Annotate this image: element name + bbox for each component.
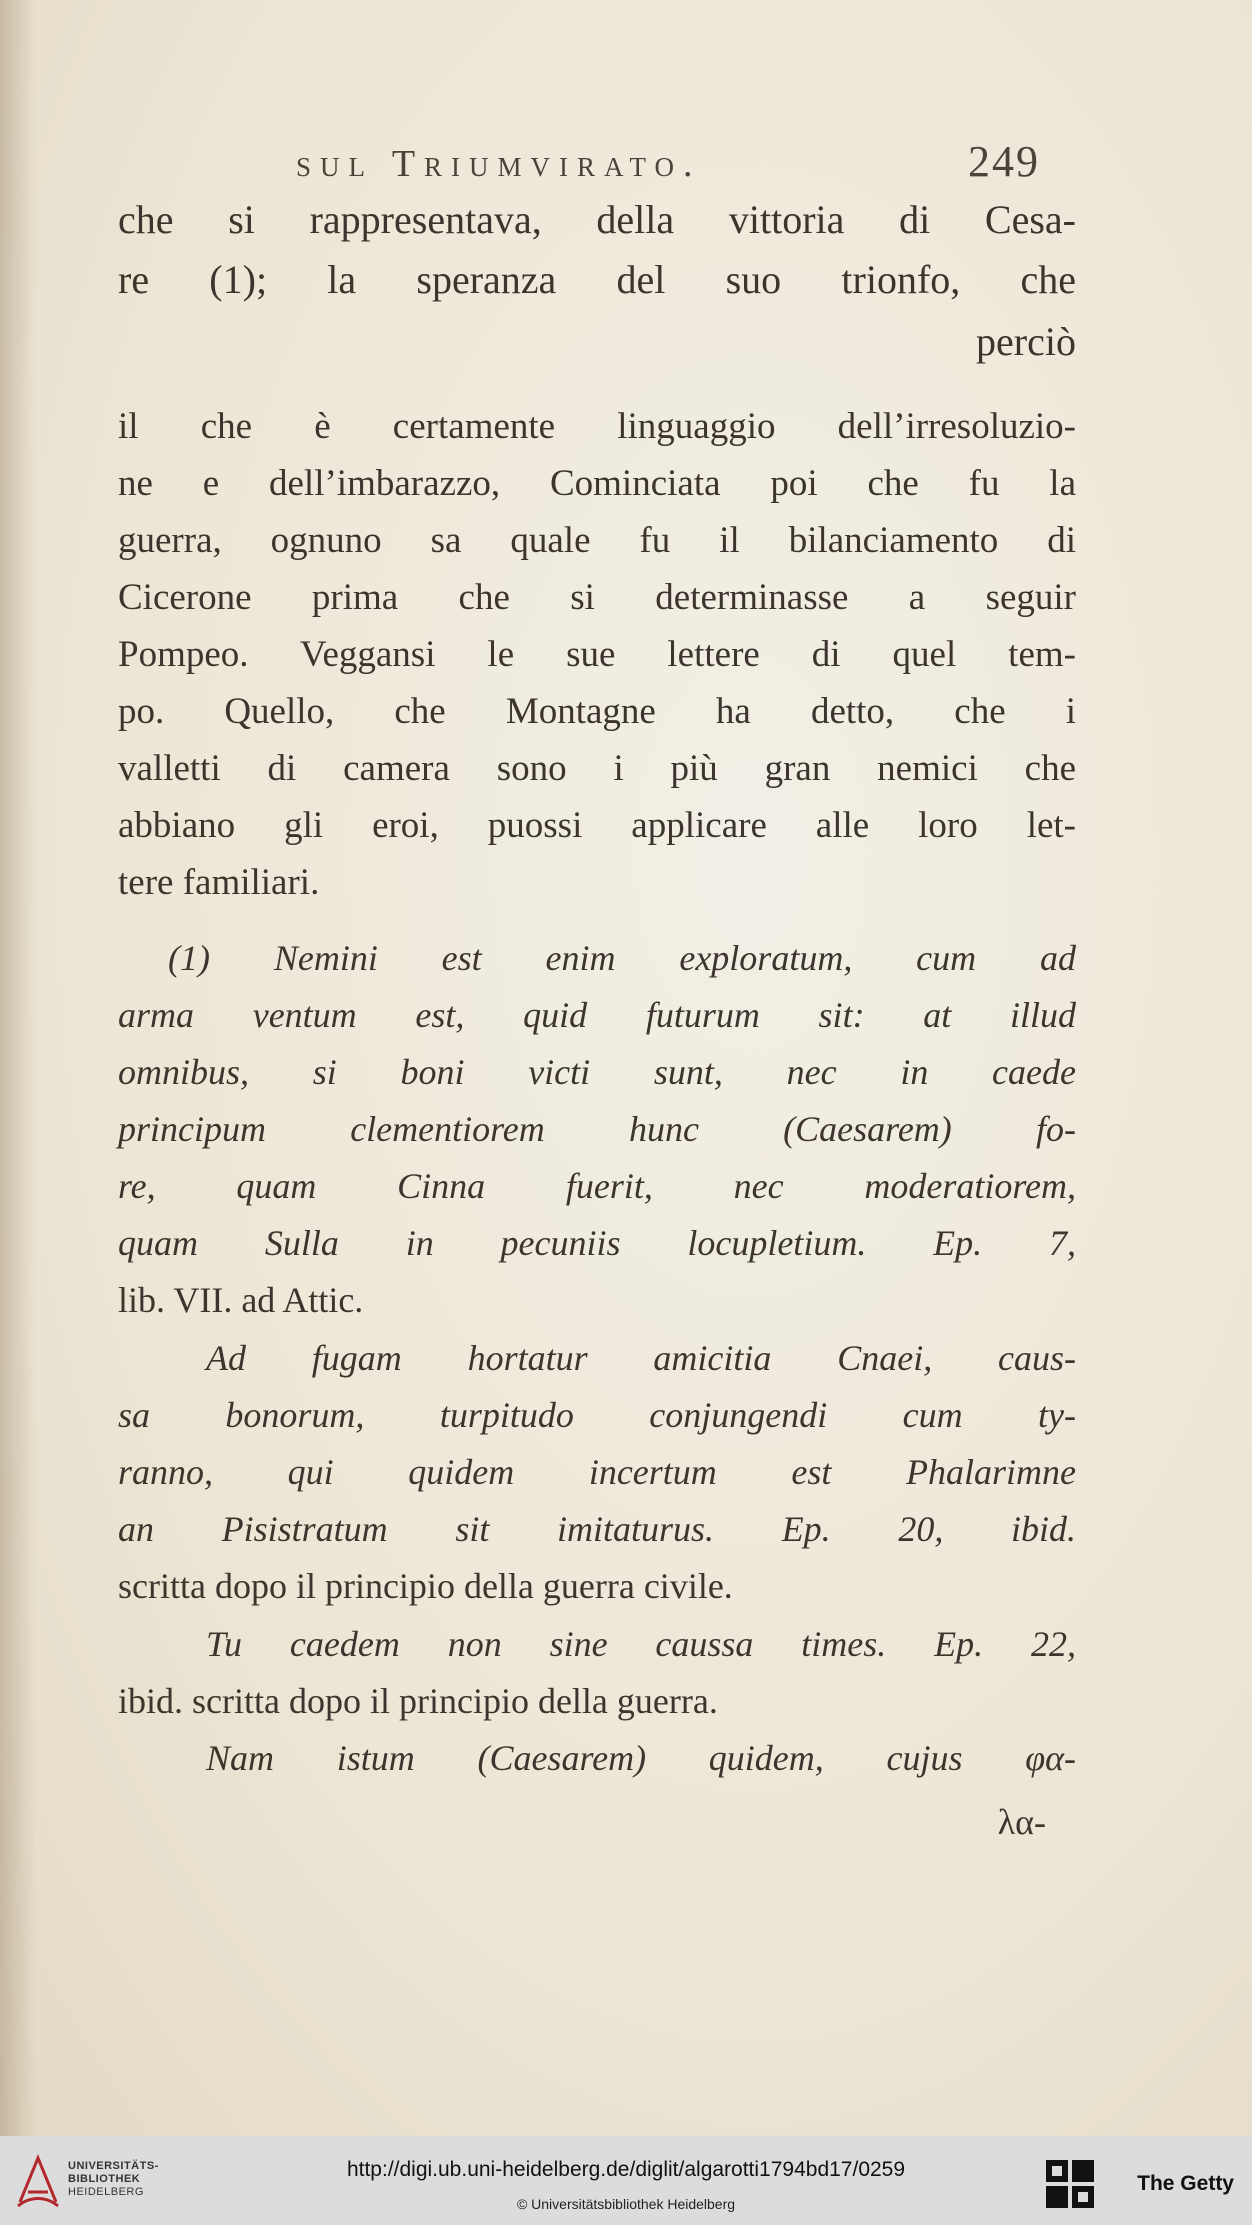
note-line: Ad fugam hortatur amicitia Cnaei, caus- bbox=[206, 1338, 1076, 1378]
note-line: re, quam Cinna fuerit, nec moderatiorem, bbox=[118, 1166, 1076, 1206]
note-line: ranno, qui quidem incertum est Phalarimne bbox=[118, 1452, 1076, 1492]
text-line: che si rappresentava, della vittoria di Cesa- bbox=[118, 197, 1076, 242]
copyright-notice: © Universitätsbibliothek Heidelberg bbox=[516, 2196, 736, 2212]
note-line: lib. VII. ad Attic. bbox=[118, 1280, 364, 1320]
note-line: il che è certamente linguaggio dell’irresoluzio- bbox=[118, 406, 1076, 447]
note-line: valletti di camera sono i più gran nemici che bbox=[118, 748, 1076, 789]
note-line: tere familiari. bbox=[118, 862, 320, 903]
note-line: an Pisistratum sit imitaturus. Ep. 20, ibid. bbox=[118, 1509, 1076, 1549]
text-line: re (1); la speranza del suo trionfo, che bbox=[118, 257, 1076, 302]
note-line: sa bonorum, turpitudo conjungendi cum ty- bbox=[118, 1395, 1076, 1435]
partner-name: The Getty bbox=[1137, 2172, 1234, 2195]
footer-bar bbox=[0, 2136, 1252, 2225]
note-line: Tu caedem non sine caussa times. Ep. 22, bbox=[206, 1624, 1076, 1664]
library-name-line: HEIDELBERG bbox=[68, 2186, 144, 2198]
note-line: quam Sulla in pecuniis locupletium. Ep. 7, bbox=[118, 1223, 1076, 1263]
library-name-line: UNIVERSITÄTS- bbox=[68, 2160, 159, 2172]
page-number: 249 bbox=[968, 137, 1040, 186]
note-line: omnibus, si boni victi sunt, nec in caede bbox=[118, 1052, 1076, 1092]
running-head-title: sul Triumvirato. bbox=[296, 143, 702, 185]
note-line: scritta dopo il principio della guerra civile. bbox=[118, 1566, 733, 1606]
catchword: λα- bbox=[997, 1802, 1046, 1842]
note-line: (1) Nemini est enim exploratum, cum ad bbox=[168, 938, 1076, 978]
note-line: Cicerone prima che si determinasse a seguir bbox=[118, 577, 1076, 618]
note-line: abbiano gli eroi, puossi applicare alle loro let- bbox=[118, 805, 1076, 846]
note-line: principum clementiorem hunc (Caesarem) fo- bbox=[118, 1109, 1076, 1149]
note-line: arma ventum est, quid futurum sit: at illud bbox=[118, 995, 1076, 1035]
note-line: po. Quello, che Montagne ha detto, che i bbox=[118, 691, 1076, 732]
catchword: perciò bbox=[976, 319, 1076, 364]
getty-emblem-icon bbox=[1044, 2158, 1098, 2212]
note-line: Nam istum (Caesarem) quidem, cujus φα- bbox=[206, 1738, 1076, 1778]
note-line: ibid. scritta dopo il principio della guerra. bbox=[118, 1681, 718, 1721]
note-line: Pompeo. Veggansi le sue lettere di quel tem- bbox=[118, 634, 1076, 675]
running-head bbox=[120, 136, 1040, 196]
note-line: ne e dell’imbarazzo, Cominciata poi che fu la bbox=[118, 463, 1076, 504]
note-line: guerra, ognuno sa quale fu il bilanciamento di bbox=[118, 520, 1076, 561]
library-name-line: BIBLIOTHEK bbox=[68, 2173, 141, 2185]
partner-logo[interactable] bbox=[1044, 2158, 1234, 2208]
permalink-url[interactable]: http://digi.ub.uni-heidelberg.de/diglit/algarotti1794bd17/0259 bbox=[346, 2158, 906, 2181]
